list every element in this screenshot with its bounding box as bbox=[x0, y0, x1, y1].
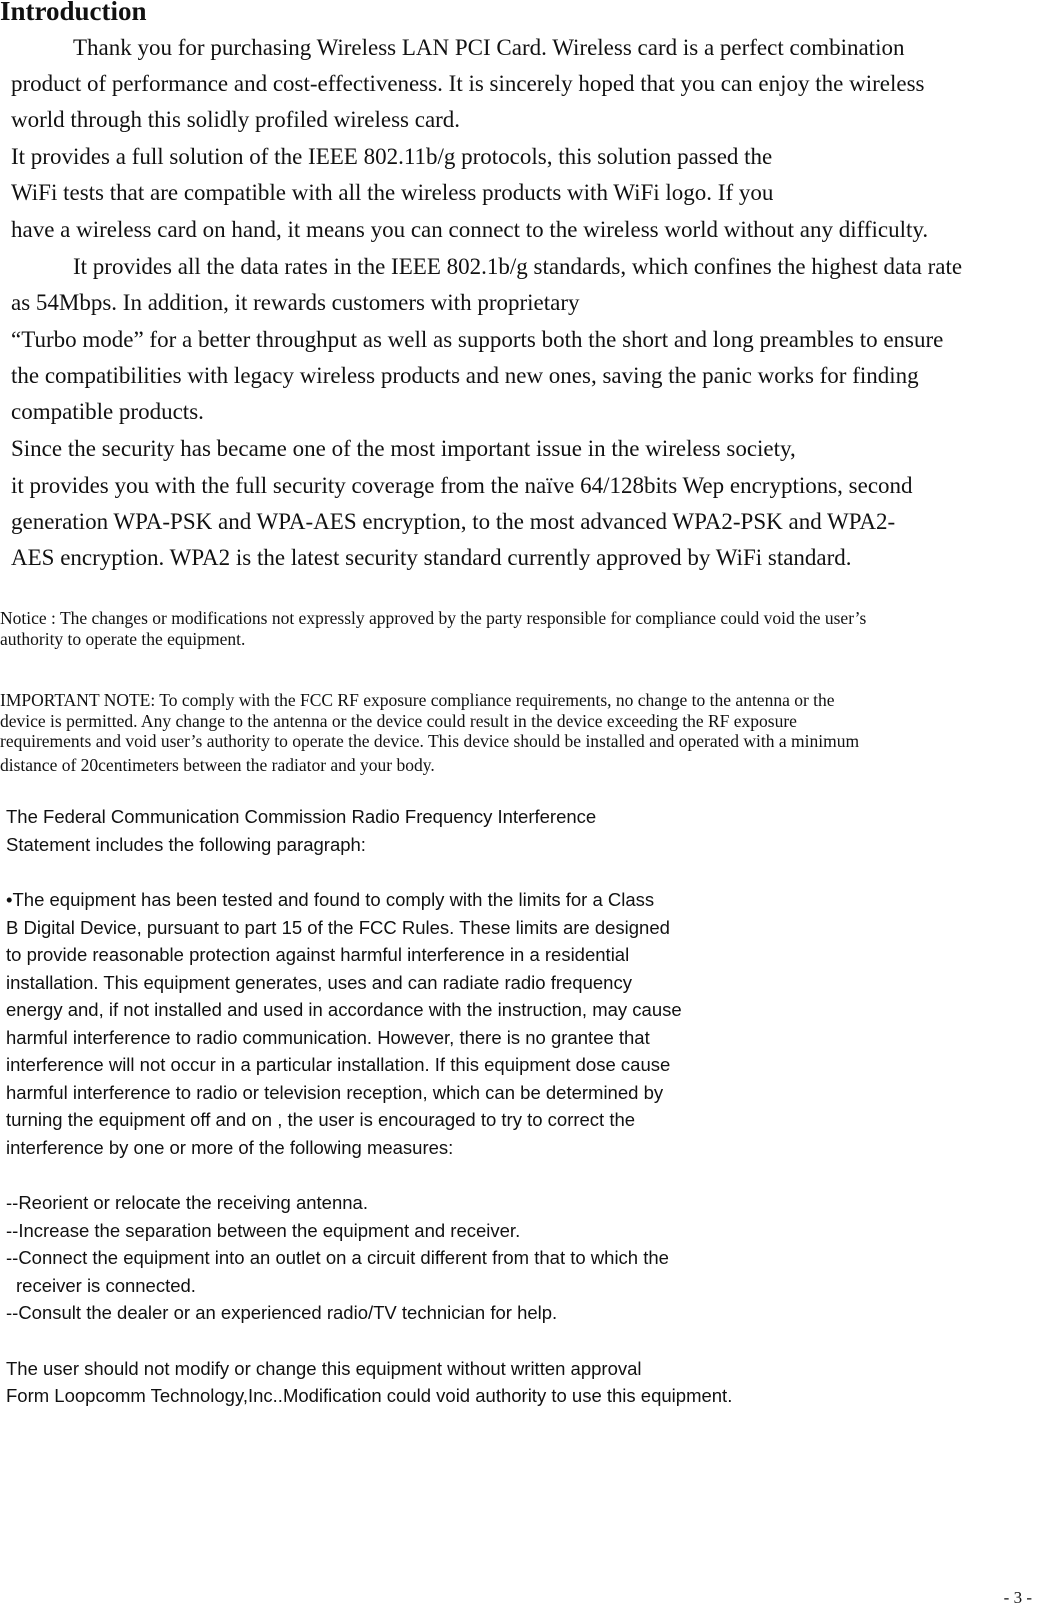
intro-line: it provides you with the full security coverage from the naïve 64/128bits Wep encryptions, second bbox=[11, 473, 913, 498]
measure-item: --Increase the separation between the equipment and receiver. bbox=[6, 1220, 521, 1241]
intro-line: as 54Mbps. In addition, it rewards customers with proprietary bbox=[11, 290, 580, 315]
fcc-body-line: interference by one or more of the following measures: bbox=[6, 1137, 454, 1158]
intro-line: generation WPA-PSK and WPA-AES encryption, to the most advanced WPA2-PSK and WPA2- bbox=[11, 509, 896, 534]
approval-line: The user should not modify or change this equipment without written approval bbox=[6, 1358, 642, 1379]
fcc-body-line: harmful interference to radio communication. However, there is no grantee that bbox=[6, 1027, 650, 1048]
intro-line: world through this solidly profiled wireless card. bbox=[11, 107, 461, 132]
important-line: requirements and void user’s authority to operate the device. This device should be installed and operated with a minimum bbox=[0, 731, 860, 751]
intro-line: “Turbo mode” for a better throughput as well as supports both the short and long preambles to ensure bbox=[11, 327, 944, 352]
measure-item: --Connect the equipment into an outlet on a circuit different from that to which the bbox=[6, 1247, 669, 1268]
measure-item: --Reorient or relocate the receiving antenna. bbox=[6, 1192, 368, 1213]
section-title: Introduction bbox=[0, 0, 147, 26]
important-line: distance of 20centimeters between the radiator and your body. bbox=[0, 755, 435, 775]
fcc-body-line: to provide reasonable protection against harmful interference in a residential bbox=[6, 944, 630, 965]
important-line: device is permitted. Any change to the antenna or the device could result in the device exceeding the RF exposure bbox=[0, 711, 797, 731]
fcc-header-line: Statement includes the following paragraph: bbox=[6, 834, 366, 855]
intro-line: It provides a full solution of the IEEE 802.11b/g protocols, this solution passed the bbox=[11, 144, 773, 169]
approval-line: Form Loopcomm Technology,Inc..Modification could void authority to use this equipment. bbox=[6, 1385, 733, 1406]
intro-line: the compatibilities with legacy wireless products and new ones, saving the panic works for finding bbox=[11, 363, 919, 388]
measure-item-continued: receiver is connected. bbox=[16, 1275, 196, 1296]
fcc-body-line: •The equipment has been tested and found to comply with the limits for a Class bbox=[6, 889, 655, 910]
notice-line: Notice : The changes or modifications not expressly approved by the party responsible for compliance could void the user’s bbox=[0, 608, 867, 628]
measure-item: --Consult the dealer or an experienced radio/TV technician for help. bbox=[6, 1302, 558, 1323]
fcc-body-line: harmful interference to radio or television reception, which can be determined by bbox=[6, 1082, 664, 1103]
notice-line: authority to operate the equipment. bbox=[0, 629, 246, 649]
intro-line: compatible products. bbox=[11, 399, 204, 424]
intro-line: product of performance and cost-effectiveness. It is sincerely hoped that you can enjoy the wireless bbox=[11, 71, 925, 96]
fcc-body-line: interference will not occur in a particular installation. If this equipment dose cause bbox=[6, 1054, 671, 1075]
intro-line: have a wireless card on hand, it means you can connect to the wireless world without any difficulty. bbox=[11, 217, 929, 242]
fcc-body-line: installation. This equipment generates, uses and can radiate radio frequency bbox=[6, 972, 632, 993]
important-line: IMPORTANT NOTE: To comply with the FCC RF exposure compliance requirements, no change to the antenna or the bbox=[0, 690, 835, 710]
fcc-body-line: turning the equipment off and on , the user is encouraged to try to correct the bbox=[6, 1109, 636, 1130]
fcc-body-line: B Digital Device, pursuant to part 15 of the FCC Rules. These limits are designed bbox=[6, 917, 670, 938]
intro-line: AES encryption. WPA2 is the latest security standard currently approved by WiFi standard. bbox=[11, 545, 852, 570]
intro-line: It provides all the data rates in the IEEE 802.1b/g standards, which confines the highest data rate bbox=[73, 254, 963, 279]
intro-line: Thank you for purchasing Wireless LAN PCI Card. Wireless card is a perfect combination bbox=[73, 35, 905, 60]
intro-line: WiFi tests that are compatible with all the wireless products with WiFi logo. If you bbox=[11, 180, 774, 205]
page-number: - 3 - bbox=[1003, 1588, 1032, 1607]
fcc-header-line: The Federal Communication Commission Radio Frequency Interference bbox=[6, 806, 597, 827]
fcc-body-line: energy and, if not installed and used in accordance with the instruction, may cause bbox=[6, 999, 682, 1020]
intro-line: Since the security has became one of the most important issue in the wireless society, bbox=[11, 436, 796, 461]
